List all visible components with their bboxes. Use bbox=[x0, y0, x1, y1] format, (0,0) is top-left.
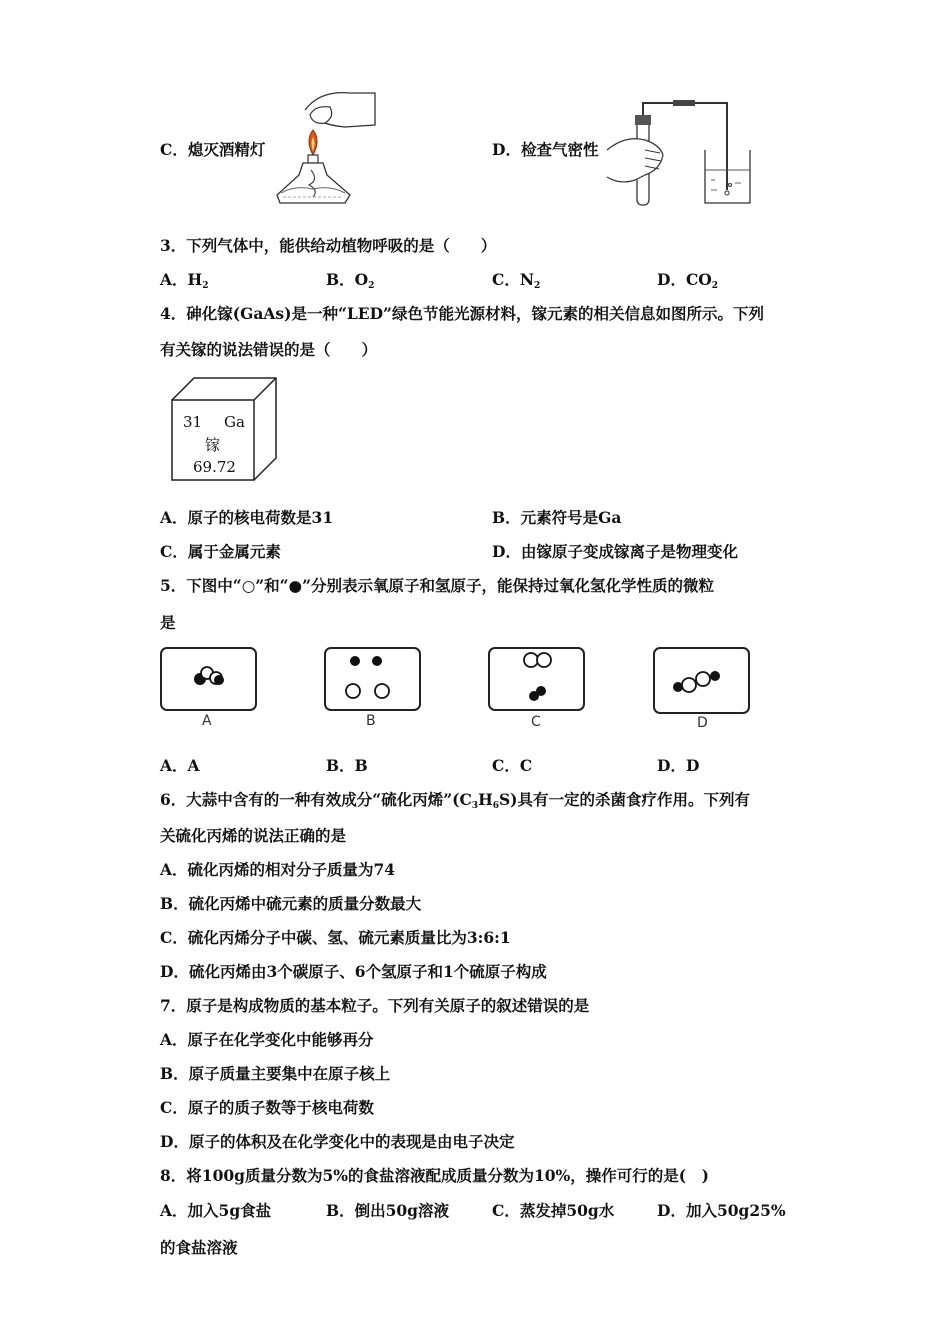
q6-stem-line2: 关硫化丙烯的说法正确的是 bbox=[160, 826, 347, 845]
q6-option-b: B．硫化丙烯中硫元素的质量分数最大 bbox=[160, 894, 422, 913]
q4-option-d: D．由镓原子变成镓离子是物理变化 bbox=[492, 542, 738, 561]
q5-option-d: D．D bbox=[657, 756, 700, 775]
q8-option-b: B．倒出50g溶液 bbox=[326, 1201, 450, 1220]
molecule-a-diagram bbox=[160, 647, 257, 711]
q7-option-d: D．原子的体积及在化学变化中的表现是由电子决定 bbox=[160, 1132, 515, 1151]
figure-label-b: B bbox=[366, 713, 376, 729]
element-name: 镓 bbox=[205, 436, 221, 454]
molecule-d-diagram bbox=[653, 647, 750, 714]
q5-option-b: B．B bbox=[326, 756, 368, 775]
q3-option-b: B．$O_2$ bbox=[326, 270, 375, 291]
element-atomic-number: 31 bbox=[183, 413, 203, 431]
q8-option-a: A．加入5g食盐 bbox=[160, 1201, 272, 1220]
q4-stem-line1: 4．砷化镓(GaAs)是一种“LED”绿色节能光源材料，镓元素的相关信息如图所示。下列 bbox=[160, 304, 764, 323]
figure-label-a: A bbox=[202, 713, 212, 729]
q6-option-a: A．硫化丙烯的相对分子质量为74 bbox=[160, 860, 396, 879]
airtightness-check-illustration bbox=[605, 95, 765, 210]
q5-option-a: A．A bbox=[160, 756, 200, 775]
q4-stem-line2: 有关镓的说法错误的是（ ） bbox=[160, 340, 378, 359]
q4-option-b: B．元素符号是Ga bbox=[492, 508, 622, 527]
q5-option-c: C．C bbox=[492, 756, 533, 775]
q4-option-c: C．属于金属元素 bbox=[160, 542, 281, 561]
figure-label-d: D bbox=[697, 715, 708, 731]
q5-stem-line2: 是 bbox=[160, 613, 176, 632]
q7-option-b: B．原子质量主要集中在原子核上 bbox=[160, 1064, 391, 1083]
q4-option-a: A．原子的核电荷数是31 bbox=[160, 508, 334, 527]
element-symbol: Ga bbox=[224, 413, 245, 431]
q8-option-d-continuation: 的食盐溶液 bbox=[160, 1238, 238, 1257]
element-atomic-mass: 69.72 bbox=[193, 458, 236, 476]
q3-option-a: A．$H_2$ bbox=[160, 270, 209, 291]
alcohol-lamp-illustration bbox=[275, 85, 380, 210]
q3-option-d: D．$CO_2$ bbox=[657, 270, 719, 291]
molecule-c-diagram bbox=[488, 647, 585, 711]
q2-option-d: D．检查气密性 bbox=[492, 140, 599, 159]
q3-stem: 3．下列气体中，能供给动植物呼吸的是（ ） bbox=[160, 236, 497, 255]
figure-label-c: C bbox=[531, 714, 541, 730]
q8-stem: 8．将100g质量分数为5%的食盐溶液配成质量分数为10%，操作可行的是( ) bbox=[160, 1166, 709, 1185]
q7-option-c: C．原子的质子数等于核电荷数 bbox=[160, 1098, 374, 1117]
q6-stem-line1: 6．大蒜中含有的一种有效成分“硫化丙烯$”(C_3H_6S)$具有一定的杀菌食疗作用。下列有 bbox=[160, 790, 751, 811]
q5-stem-line1: 5．下图中“○”和“●”分别表示氧原子和氢原子，能保持过氧化氢化学性质的微粒 bbox=[160, 576, 714, 595]
q8-option-d: D．加入50g25% bbox=[657, 1201, 786, 1220]
q8-option-c: C．蒸发掉50g水 bbox=[492, 1201, 615, 1220]
q6-option-d: D．硫化丙烯由3个碳原子、6个氢原子和1个硫原子构成 bbox=[160, 962, 547, 981]
q6-option-c: C．硫化丙烯分子中碳、氢、硫元素质量比为3:6:1 bbox=[160, 928, 511, 947]
molecule-b-diagram bbox=[324, 647, 421, 711]
q7-stem: 7．原子是构成物质的基本粒子。下列有关原子的叙述错误的是 bbox=[160, 996, 590, 1015]
q2-option-c: C．熄灭酒精灯 bbox=[160, 140, 266, 159]
q3-option-c: C．$N_2$ bbox=[492, 270, 541, 291]
q7-option-a: A．原子在化学变化中能够再分 bbox=[160, 1030, 374, 1049]
